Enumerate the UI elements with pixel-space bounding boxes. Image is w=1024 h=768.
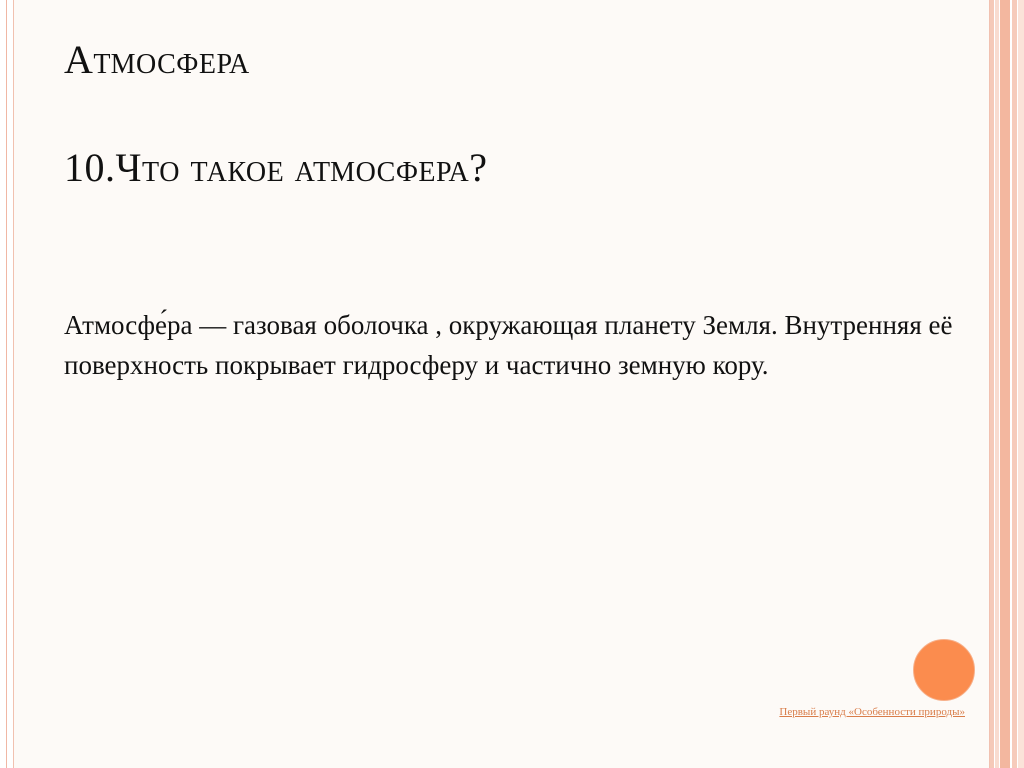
decorative-stripe	[1000, 0, 1010, 768]
answer-text: Атмосфе́ра — газовая оболочка , окружающая планету Земля. Внутренняя её поверхность покрывает гидросферу и частично земную кору.	[64, 310, 953, 380]
footer-link[interactable]: Первый раунд «Особенности природы»	[779, 706, 965, 718]
decorative-stripe	[1018, 0, 1024, 768]
decorative-circle	[913, 639, 975, 701]
question-heading: 10.Что такое атмосфера?	[64, 145, 488, 190]
decorative-stripe	[990, 0, 994, 768]
slide-title: Атмосфера	[64, 37, 250, 82]
decorative-stripe	[1012, 0, 1017, 768]
decorative-stripe	[995, 0, 999, 768]
